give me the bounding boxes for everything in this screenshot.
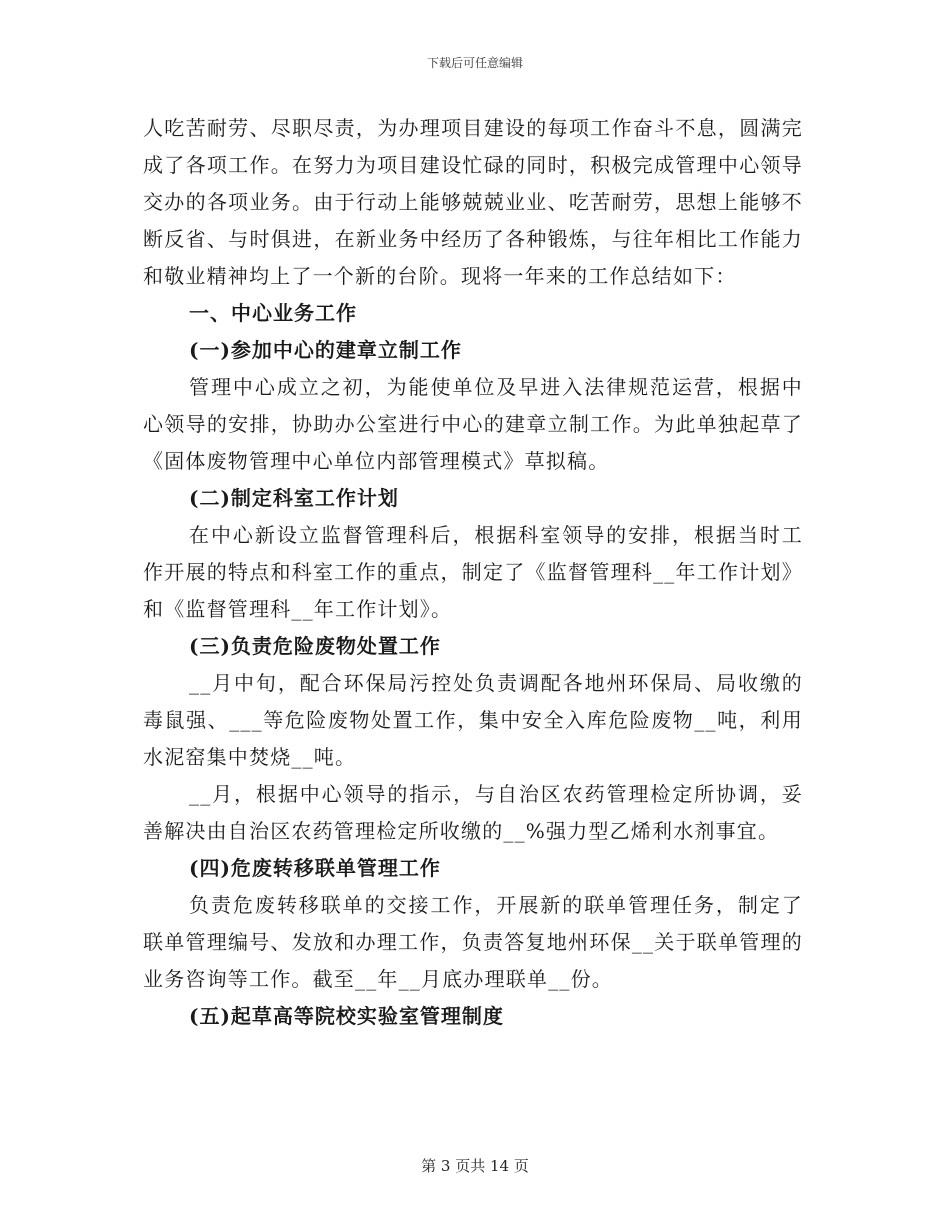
subsection-heading: (五)起草高等院校实验室管理制度 — [189, 1004, 504, 1028]
body-paragraph: 在中心新设立监督管理科后，根据科室领导的安排，根据当时工作开展的特点和科室工作的重点，制定了《监督管理科__年工作计划》和《监督管理科__年工作计划》。 — [143, 523, 803, 621]
subsection-heading: (一)参加中心的建章立制工作 — [189, 338, 462, 362]
body-paragraph: 人吃苦耐劳、尽职尽责，为办理项目建设的每项工作奋斗不息，圆满完成了各项工作。在努力为项目建设忙碌的同时，积极完成管理中心领导交办的各项业务。由于行动上能够兢兢业业、吃苦耐劳，思想上能够不断反省、与时俱进，在新业务中经历了各种锻炼，与往年相比工作能力和敬业精神均上了一个新的台阶。现将一年来的工作总结如下： — [143, 116, 803, 288]
section-heading: 一、中心业务工作 — [189, 301, 357, 325]
body-paragraph: 管理中心成立之初，为能使单位及早进入法律规范运营，根据中心领导的安排，协助办公室进行中心的建章立制工作。为此单独起草了《固体废物管理中心单位内部管理模式》草拟稿。 — [143, 375, 803, 473]
page-header-note: 下载后可任意编辑 — [426, 56, 523, 70]
body-paragraph: 负责危废转移联单的交接工作，开展新的联单管理任务，制定了联单管理编号、发放和办理工作，负责答复地州环保__关于联单管理的业务咨询等工作。截至__年__月底办理联单__份。 — [143, 893, 803, 991]
body-paragraph: __月，根据中心领导的指示，与自治区农药管理检定所协调，妥善解决由自治区农药管理检定所收缴的__%强力型乙烯利水剂事宜。 — [143, 782, 803, 843]
page-number: 第 3 页共 14 页 — [421, 1157, 529, 1175]
subsection-heading: (四)危废转移联单管理工作 — [189, 856, 441, 880]
document-body — [143, 110, 803, 1035]
body-paragraph: __月中旬，配合环保局污控处负责调配各地州环保局、局收缴的毒鼠强、___等危险废物处置工作，集中安全入库危险废物__吨，利用水泥窑集中焚烧__吨。 — [143, 671, 803, 769]
subsection-heading: (三)负责危险废物处置工作 — [189, 634, 441, 658]
subsection-heading: (二)制定科室工作计划 — [189, 486, 399, 510]
